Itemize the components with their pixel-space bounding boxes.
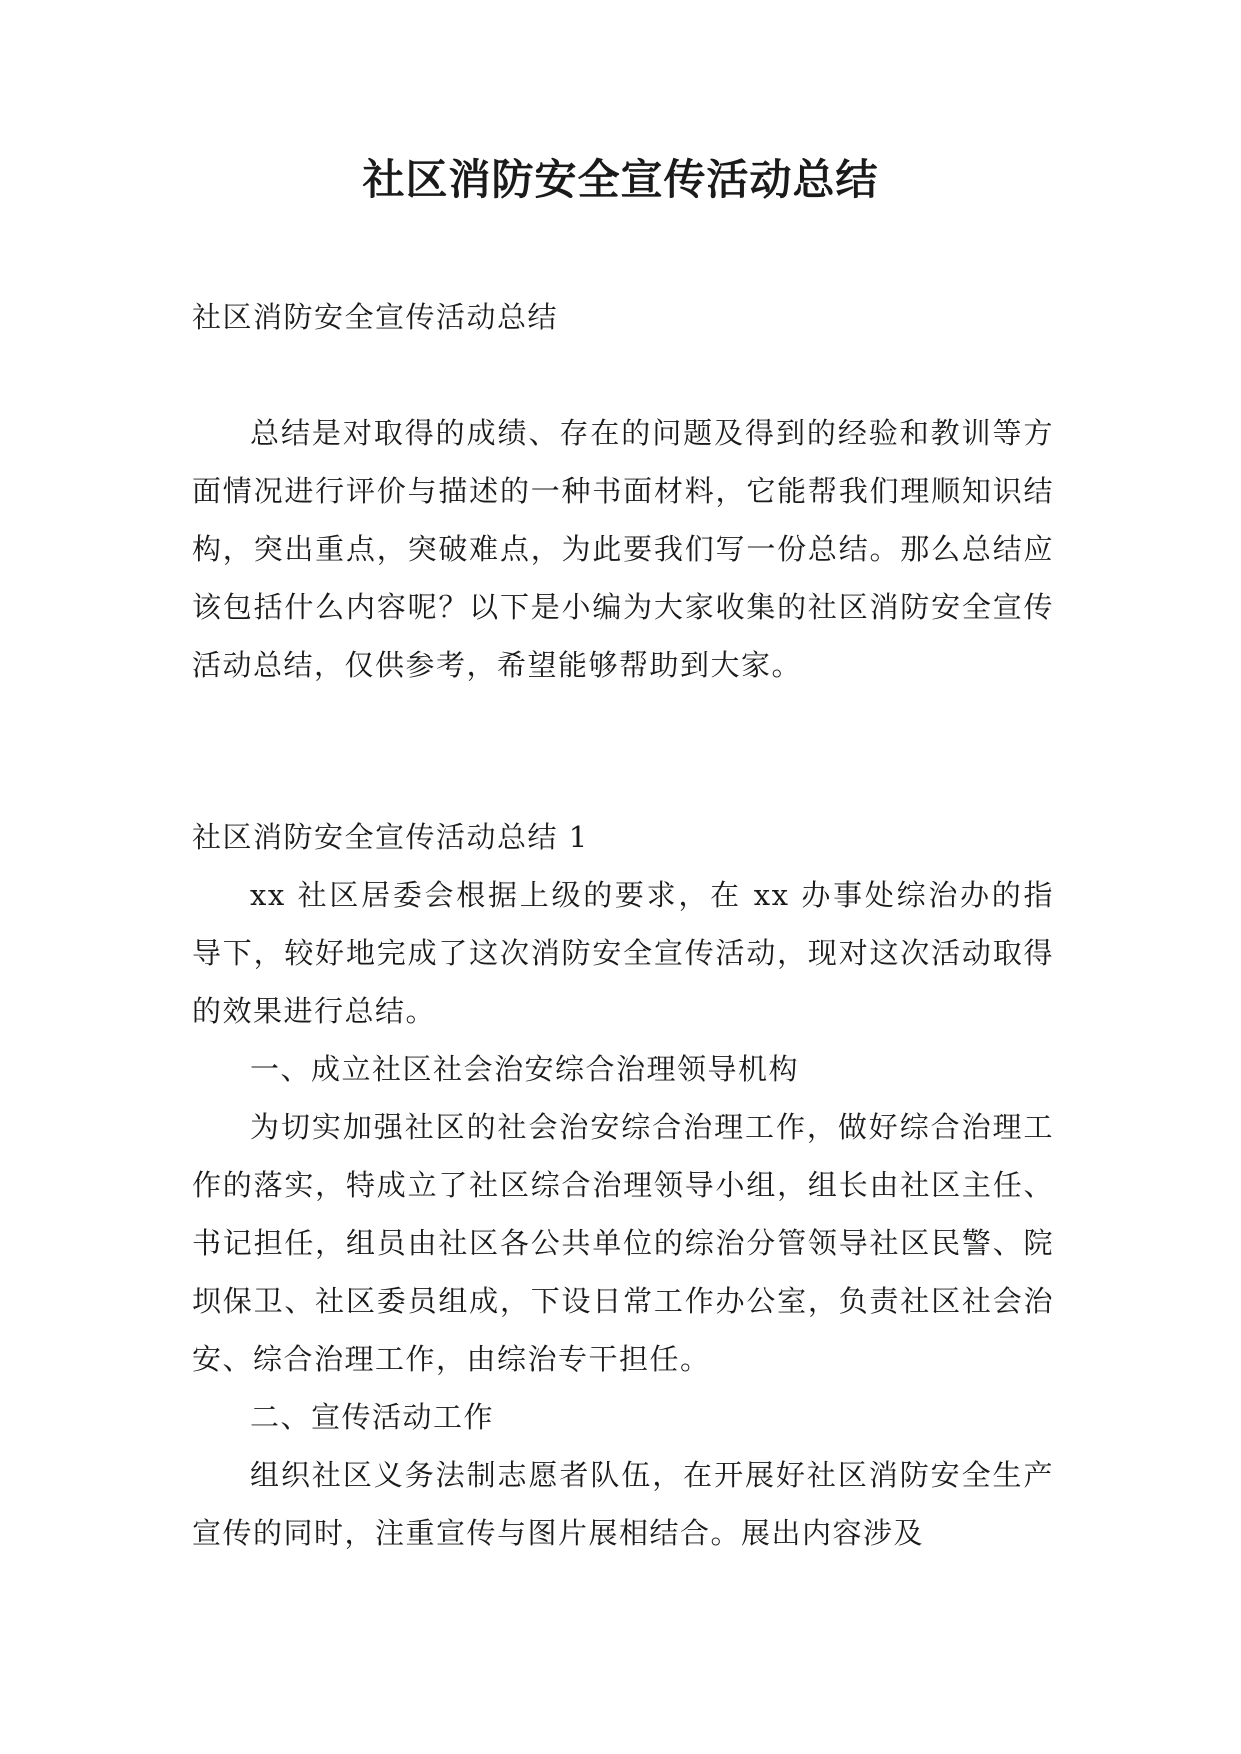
paragraph-publicity: 组织社区义务法制志愿者队伍，在开展好社区消防安全生产宣传的同时，注重宣传与图片展相结合。展出内容涉及 <box>192 1458 1054 1550</box>
subheading-publicity: 二、宣传活动工作 <box>250 1400 495 1434</box>
intro-paragraph: 总结是对取得的成绩、存在的问题及得到的经验和教训等方面情况进行评价与描述的一种书面材料，它能帮我们理顺知识结构，突出重点，突破难点，为此要我们写一份总结。那么总结应该包括什么内容呢？以下是小编为大家收集的社区消防安全宣传活动总结，仅供参考，希望能够帮助到大家。 <box>192 416 1054 682</box>
document-subtitle: 社区消防安全宣传活动总结 <box>192 300 559 334</box>
paragraph-leadership: 为切实加强社区的社会治安综合治理工作，做好综合治理工作的落实，特成立了社区综合治理领导小组，组长由社区主任、书记担任，组员由社区各公共单位的综治分管领导社区民警、院坝保卫、社区委员组成，下设日常工作办公室，负责社区社会治安、综合治理工作，由综治专干担任。 <box>192 1110 1054 1376</box>
document-title: 社区消防安全宣传活动总结 <box>362 155 879 204</box>
section-body <box>192 866 1054 1562</box>
subheading-leadership: 一、成立社区社会治安综合治理领导机构 <box>250 1052 800 1086</box>
section-heading: 社区消防安全宣传活动总结 1 <box>192 820 589 854</box>
paragraph-intro: xx 社区居委会根据上级的要求，在 xx 办事处综治办的指导下，较好地完成了这次消防安全宣传活动，现对这次活动取得的效果进行总结。 <box>192 878 1054 1028</box>
